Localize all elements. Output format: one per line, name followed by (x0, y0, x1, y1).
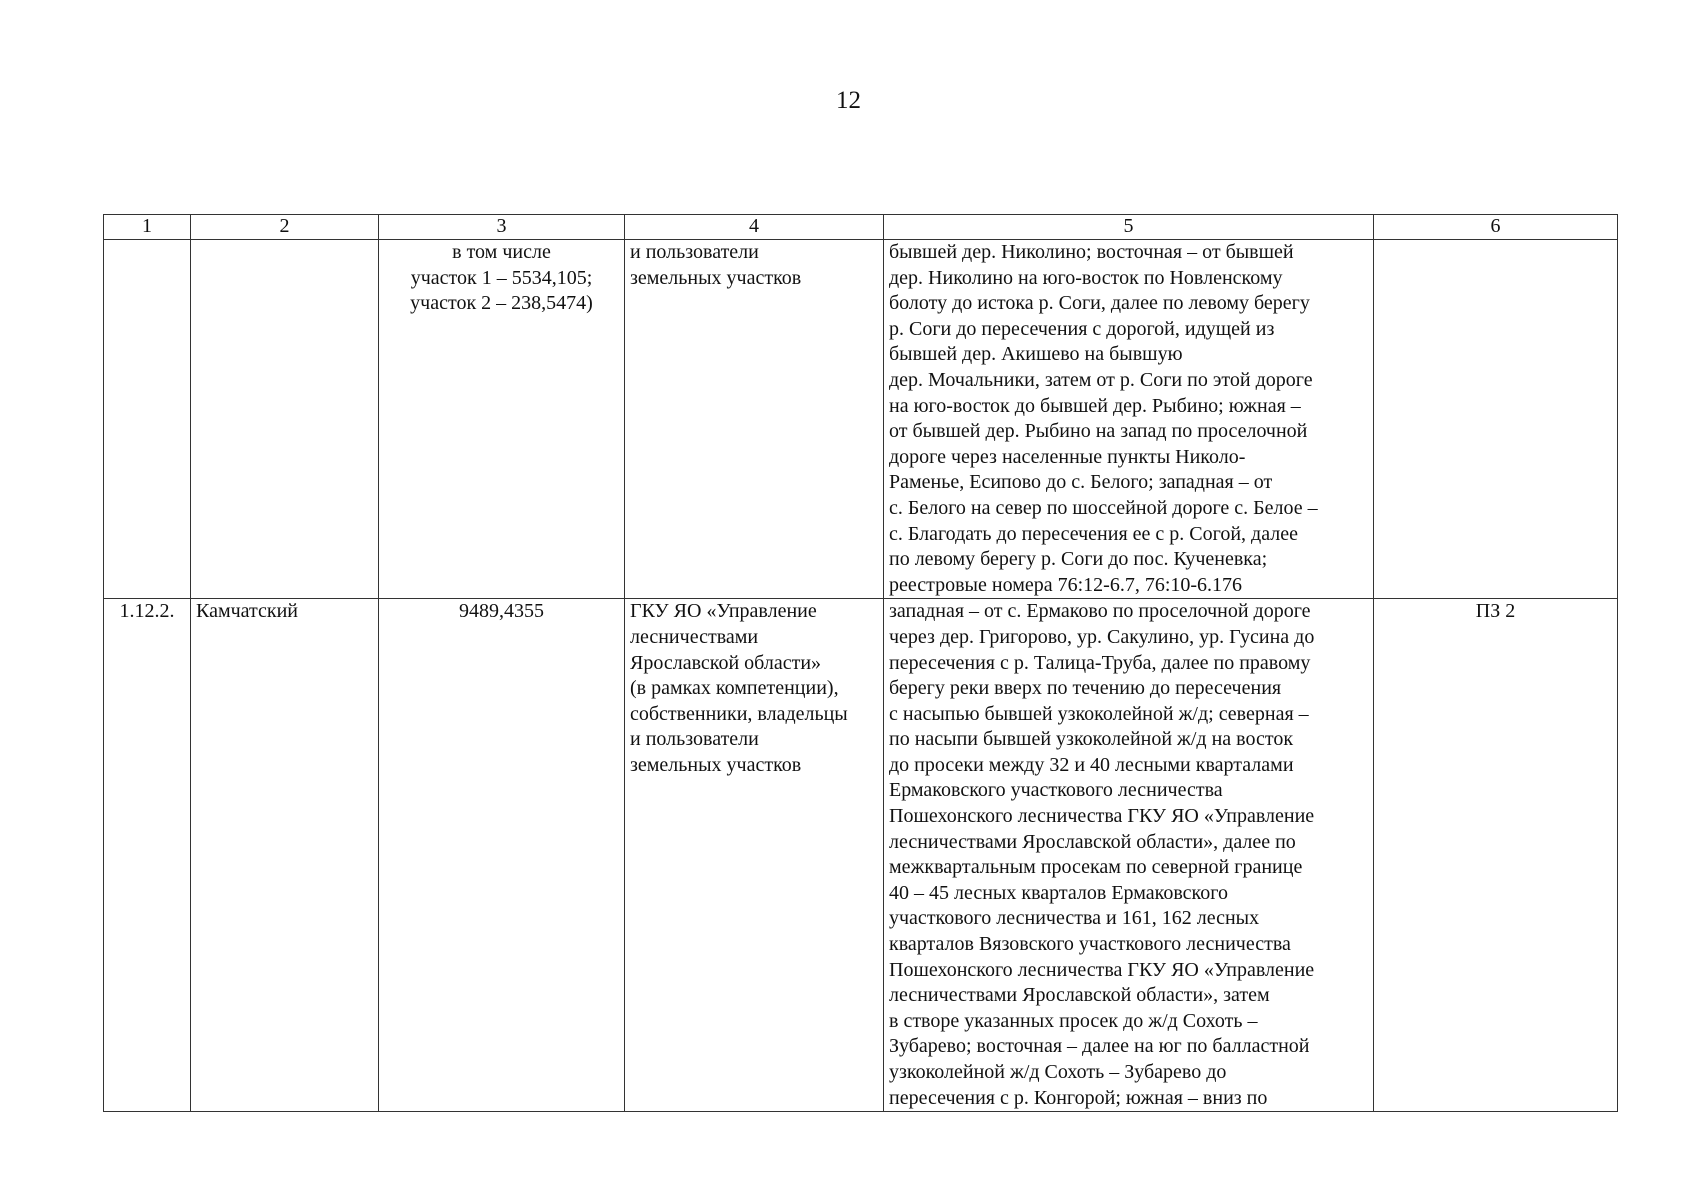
text-line: Раменье, Есипово до с. Белого; западная – от (889, 471, 1273, 494)
row2-boundary-cell (884, 599, 1374, 1112)
text-line: в створе указанных просек до ж/д Сохоть – (889, 1009, 1258, 1032)
row2-name-cell: Камчатский (191, 599, 379, 1112)
text-line: по левому берегу р. Соги до пос. Кученевка; (889, 548, 1268, 571)
header-cell-3: 3 (379, 215, 625, 240)
text-line: дороге через населенные пункты Николо- (889, 445, 1246, 468)
text-line: лесничествами (630, 625, 759, 648)
text-line: земельных участков (630, 753, 802, 776)
text-line: участкового лесничества и 161, 162 лесных (889, 907, 1260, 930)
text-line: Ермаковского участкового лесничества (889, 779, 1223, 802)
text-line: (в рамках компетенции), (630, 677, 839, 700)
row1-zone-cell (1374, 240, 1618, 599)
text-line: участок 2 – 238,5474) (410, 292, 593, 315)
text-line: берегу реки вверх по течению до пересечения (889, 677, 1282, 700)
text-line: межквартальным просекам по северной границе (889, 856, 1303, 879)
text-line: ГКУ ЯО «Управление (630, 600, 817, 623)
text-line: в том числе (452, 241, 551, 263)
header-cell-5: 5 (884, 215, 1374, 240)
text-line: от бывшей дер. Рыбино на запад по проселочной (889, 420, 1308, 443)
text-line: бывшей дер. Николино; восточная – от бывшей (889, 241, 1294, 263)
text-line: 40 – 45 лесных кварталов Ермаковского (889, 881, 1228, 904)
text-line: западная – от с. Ермаково по проселочной дороге (889, 600, 1311, 623)
page-number: 12 (836, 87, 861, 114)
text-line: Пошехонского лесничества ГКУ ЯО «Управление (889, 805, 1315, 828)
text-line: лесничествами Ярославской области», далее по (889, 830, 1296, 853)
row2-number-cell: 1.12.2. (104, 599, 191, 1112)
row1-name-cell (191, 240, 379, 599)
text-line: и пользователи (630, 728, 759, 751)
text-line: реестровые номера 76:12-6.7, 76:10-6.176 (889, 573, 1243, 596)
row1-area-cell (379, 240, 625, 599)
table-row (104, 240, 1618, 599)
text-line: собственники, владельцы (630, 702, 848, 725)
text-line: пересечения с р. Конгорой; южная – вниз по (889, 1086, 1268, 1109)
table-row (104, 599, 1618, 1112)
text-line: с. Белого на север по шоссейной дороге с. Белое – (889, 496, 1318, 519)
zones-table (103, 214, 1618, 1112)
row2-owners-cell (625, 599, 884, 1112)
text-line: дер. Николино на юго-восток по Новленскому (889, 266, 1283, 289)
text-line: Зубарево; восточная – далее на юг по балластной (889, 1035, 1310, 1058)
text-line: до просеки между 32 и 40 лесными кварталами (889, 753, 1294, 776)
text-line: с насыпью бывшей узкоколейной ж/д; северная – (889, 702, 1309, 725)
text-line: и пользователи (630, 241, 759, 263)
row2-zone-cell: ПЗ 2 (1374, 599, 1618, 1112)
row2-area-cell: 9489,4355 (379, 599, 625, 1112)
text-line: лесничествами Ярославской области», затем (889, 984, 1270, 1007)
text-line: по насыпи бывшей узкоколейной ж/д на восток (889, 728, 1294, 751)
header-cell-1: 1 (104, 215, 191, 240)
row1-owners-cell (625, 240, 884, 599)
text-line: на юго-восток до бывшей дер. Рыбино; южная – (889, 394, 1301, 417)
header-cell-2: 2 (191, 215, 379, 240)
text-line: болоту до истока р. Соги, далее по левому берегу (889, 292, 1310, 315)
text-line: участок 1 – 5534,105; (410, 266, 593, 289)
row1-boundary-cell (884, 240, 1374, 599)
table-header-row (104, 215, 1618, 240)
header-cell-6: 6 (1374, 215, 1618, 240)
text-line: пересечения с р. Талица-Труба, далее по правому (889, 651, 1311, 674)
row1-number-cell (104, 240, 191, 599)
text-line: с. Благодать до пересечения ее с р. Согой, далее (889, 522, 1298, 545)
text-line: Ярославской области» (630, 651, 822, 674)
header-cell-4: 4 (625, 215, 884, 240)
text-line: р. Соги до пересечения с дорогой, идущей из (889, 317, 1275, 340)
text-line: бывшей дер. Акишево на бывшую (889, 343, 1183, 366)
text-line: узкоколейной ж/д Сохоть – Зубарево до (889, 1061, 1227, 1083)
text-line: дер. Мочальники, затем от р. Соги по этой дороге (889, 368, 1313, 391)
text-line: земельных участков (630, 266, 802, 289)
text-line: кварталов Вязовского участкового лесничества (889, 933, 1291, 956)
text-line: через дер. Григорово, ур. Сакулино, ур. Гусина до (889, 625, 1315, 648)
text-line: Пошехонского лесничества ГКУ ЯО «Управление (889, 958, 1315, 981)
